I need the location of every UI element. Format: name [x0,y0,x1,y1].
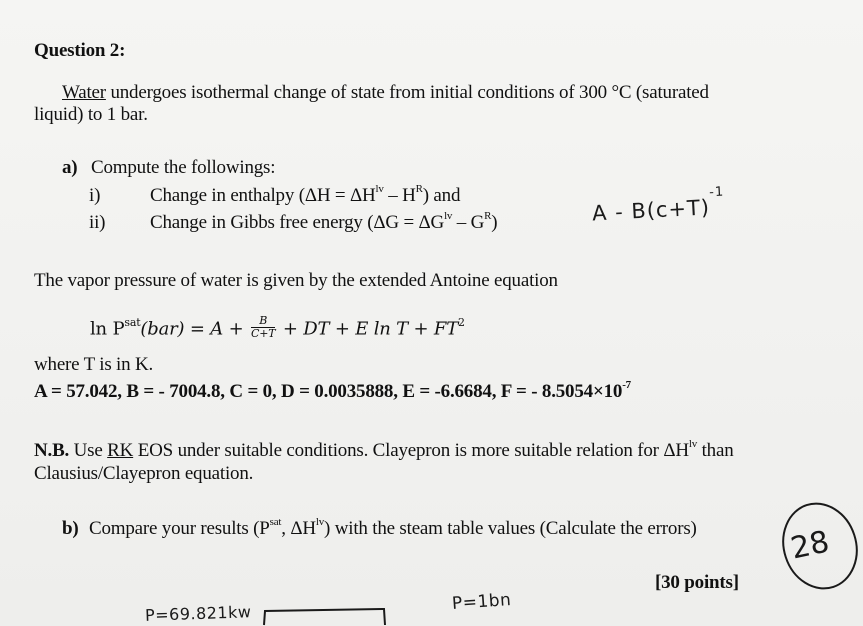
item-i-pre: Change in enthalpy (ΔH = ΔH [150,185,376,206]
item-ii-sup-lv: lv [444,209,453,222]
item-i-text [150,182,461,207]
vapor-intro: The vapor pressure of water is given by the extended Antoine equation [34,270,558,291]
nb-rk: RK [107,440,134,461]
antoine-equation [90,314,465,342]
item-ii-post: ) [491,212,498,233]
eq-frac-den: C+T [250,327,276,340]
part-b-text [89,515,697,540]
points-label: [30 points] [655,572,739,593]
intro-line-1 [62,82,709,104]
handwritten-p-value: P=69.821kw [144,602,252,625]
constants-exp: -7 [622,378,631,391]
handwritten-note-exp: -1 [708,184,725,201]
handwritten-p-one-bar: P=1bn [451,589,513,615]
item-ii-pre: Change in Gibbs free energy (ΔG = ΔG [150,212,445,233]
nb-mid-2: EOS under suitable conditions. Clayepron is more suitable relation for ΔH [133,440,689,461]
intro-line-1-rest: undergoes isothermal change of state from initial conditions of 300 °C (saturated [105,82,709,103]
item-ii-mid: – G [452,212,485,233]
nb-mid-1: Use [69,440,108,461]
eq-tail: + DT + E ln T + FT [277,318,459,340]
part-b-sup-sat: sat [269,515,282,528]
part-b-mid: , ΔH [281,518,316,539]
item-i-label: i) [89,185,101,206]
where-t-in-k: where T is in K. [34,354,154,375]
item-i-post: ) and [422,185,461,206]
item-ii-text [150,209,498,234]
part-a-text: Compute the followings: [91,157,276,178]
intro-line-2: liquid) to 1 bar. [34,104,148,125]
item-ii-sup-r: R [484,209,492,222]
question-title: Question 2: [34,40,126,61]
intro-word-water: Water [62,82,106,103]
nb-sup-lv: lv [688,437,698,450]
part-b-pre: Compare your results (P [89,518,270,539]
item-ii-label: ii) [89,212,106,233]
part-b-label: b) [62,518,79,539]
part-b-sup-lv: lv [315,515,325,528]
constants-line [34,378,631,403]
eq-square: 2 [458,315,465,329]
handwritten-note-antoine [591,184,725,226]
nb-line-2: Clausius/Clayepron equation. [34,463,254,484]
handwritten-answer-box [262,605,388,626]
item-i-sup-lv: lv [375,182,384,195]
nb-label: N.B. [34,440,70,461]
item-i-sup-r: R [415,182,423,195]
eq-sat: sat [124,315,141,329]
circled-score: 28 [787,524,833,567]
constants-text: A = 57.042, B = - 7004.8, C = 0, D = 0.0035888, E = -6.6684, F = - 8.5054×10 [34,381,623,402]
eq-fraction [251,315,275,340]
part-b-post: ) with the steam table values (Calculate the errors) [324,518,697,539]
eq-ln-p: ln P [90,318,125,340]
handwritten-note-text: A - B(c+T) [591,195,711,226]
eq-mid: (bar) = A + [140,318,249,340]
part-a-label: a) [62,157,78,178]
eq-frac-num: B [251,315,275,328]
item-i-mid: – H [383,185,416,206]
nb-post: than [697,440,734,461]
nb-line-1 [34,437,734,462]
